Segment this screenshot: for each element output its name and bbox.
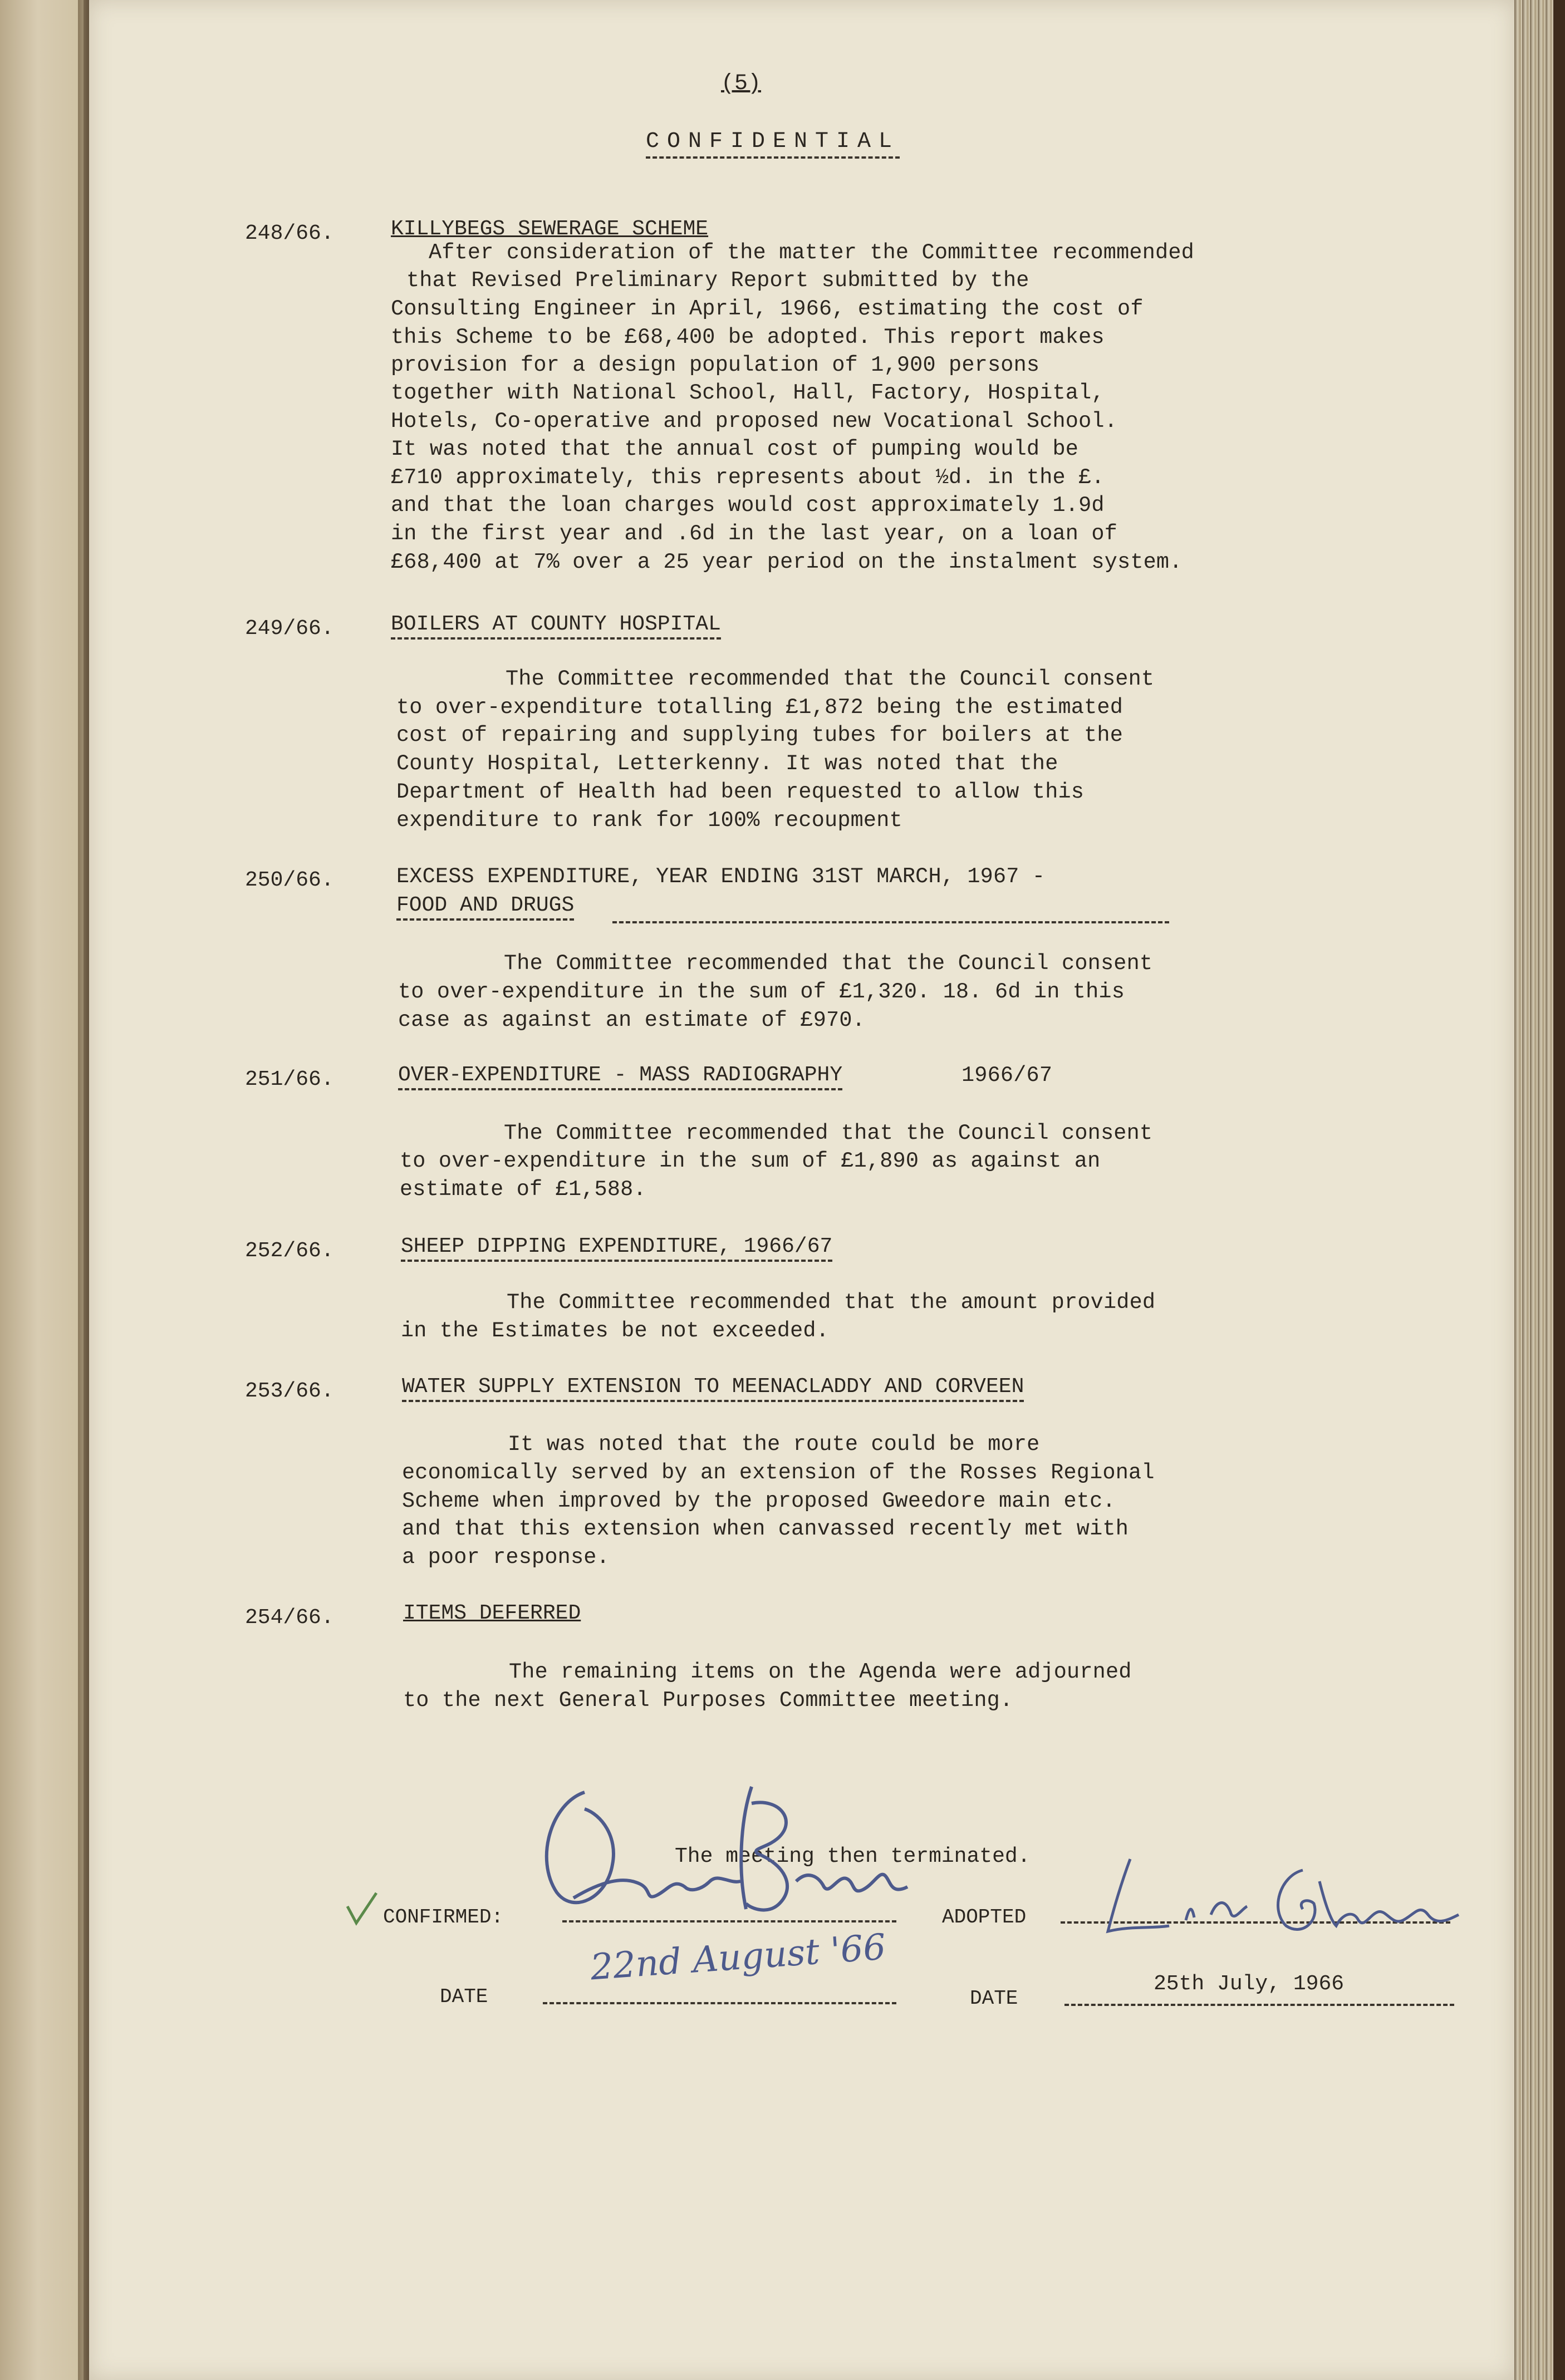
closing-statement: The meeting then terminated.: [675, 1845, 1031, 1868]
confirmed-signature-line: [562, 1920, 896, 1922]
confirmed-label: CONFIRMED:: [383, 1906, 504, 1929]
item-heading: ITEMS DEFERRED: [403, 1601, 581, 1625]
body-line: case as against an estimate of £970.: [398, 1008, 865, 1032]
body-line: expenditure to rank for 100% recoupment: [396, 808, 902, 833]
item-number: 252/66.: [245, 1239, 334, 1263]
body-line: to over-expenditure in the sum of £1,320. 18. 6d in this: [398, 980, 1125, 1004]
body-line: provision for a design population of 1,900 persons: [391, 353, 1040, 377]
body-line: economically served by an extension of the Rosses Regional: [402, 1461, 1155, 1485]
item-number: 250/66.: [245, 868, 334, 892]
item-heading-line-2: FOOD AND DRUGS: [396, 893, 574, 921]
item-number: 248/66.: [245, 222, 334, 245]
body-line: Consulting Engineer in April, 1966, estimating the cost of: [391, 297, 1144, 321]
body-line: to over-expenditure totalling £1,872 being the estimated: [396, 695, 1124, 720]
body-line: cost of repairing and supplying tubes for boilers at the: [396, 723, 1124, 748]
item-heading: BOILERS AT COUNTY HOSPITAL: [391, 612, 721, 640]
body-line: this Scheme to be £68,400 be adopted. This report makes: [391, 325, 1105, 350]
page-number: (5): [721, 71, 762, 96]
item-number: 254/66.: [245, 1606, 334, 1630]
body-line: The Committee recommended that the Council consent: [506, 667, 1155, 691]
green-tick-icon: [345, 1890, 379, 1929]
item-heading: WATER SUPPLY EXTENSION TO MEENACLADDY AND CORVEEN: [402, 1375, 1024, 1402]
body-line: in the Estimates be not exceeded.: [401, 1319, 830, 1343]
document-title: CONFIDENTIAL: [646, 129, 900, 159]
confirmed-date-line: [543, 2002, 896, 2004]
adopted-date-line: [1064, 2004, 1454, 2006]
item-heading: KILLYBEGS SEWERAGE SCHEME: [391, 217, 709, 241]
body-line: The Committee recommended that the amount provided: [507, 1290, 1156, 1315]
body-line: It was noted that the annual cost of pumping would be: [391, 437, 1079, 461]
body-line: The Committee recommended that the Council consent: [504, 951, 1153, 976]
body-line: Scheme when improved by the proposed Gweedore main etc.: [402, 1489, 1116, 1513]
adopted-date: 25th July, 1966: [1154, 1972, 1345, 1996]
body-line: Department of Health had been requested to allow this: [396, 780, 1085, 804]
book-cover-edge: [1553, 0, 1565, 2380]
body-line: Hotels, Co-operative and proposed new Vocational School.: [391, 409, 1118, 434]
body-line: It was noted that the route could be more: [508, 1432, 1040, 1457]
item-heading: SHEEP DIPPING EXPENDITURE, 1966/67: [401, 1235, 832, 1262]
body-line: After consideration of the matter the Committee recommended: [429, 240, 1194, 265]
signature-adopted: [1091, 1848, 1470, 1943]
item-number: 249/66.: [245, 617, 334, 641]
body-line: that Revised Preliminary Report submitted by the: [406, 268, 1029, 293]
body-line: in the first year and .6d in the last year, on a loan of: [391, 522, 1118, 546]
heading-rule: [612, 921, 1169, 923]
adopted-date-label: DATE: [970, 1987, 1018, 2010]
item-heading: OVER-EXPENDITURE - MASS RADIOGRAPHY: [398, 1063, 842, 1090]
item-number: 253/66.: [245, 1379, 334, 1403]
body-line: County Hospital, Letterkenny. It was noted that the: [396, 751, 1058, 776]
handwritten-confirmed-date: 22nd August '66: [589, 1926, 887, 1989]
body-line: and that this extension when canvassed recently met with: [402, 1517, 1129, 1541]
body-line: to over-expenditure in the sum of £1,890 as against an: [400, 1149, 1101, 1173]
body-line: and that the loan charges would cost approximately 1.9d: [391, 493, 1105, 518]
item-heading-suffix: 1966/67: [961, 1063, 1053, 1088]
body-line: estimate of £1,588.: [400, 1177, 646, 1202]
signature-confirmed: [518, 1770, 919, 1920]
body-line: The Committee recommended that the Council consent: [504, 1121, 1153, 1145]
body-line: £68,400 at 7% over a 25 year period on the instalment system.: [391, 550, 1183, 574]
body-line: together with National School, Hall, Factory, Hospital,: [391, 381, 1105, 405]
adopted-label: ADOPTED: [942, 1906, 1027, 1929]
body-line: The remaining items on the Agenda were adjourned: [509, 1660, 1132, 1684]
item-heading: EXCESS EXPENDITURE, YEAR ENDING 31ST MARCH, 1967 -: [396, 864, 1046, 889]
body-line: to the next General Purposes Committee meeting.: [403, 1688, 1013, 1713]
book-binding: [0, 0, 84, 2380]
body-line: a poor response.: [402, 1545, 610, 1570]
confirmed-date-label: DATE: [440, 1985, 488, 2008]
item-number: 251/66.: [245, 1068, 334, 1091]
body-line: £710 approximately, this represents about ½d. in the £.: [391, 465, 1105, 490]
